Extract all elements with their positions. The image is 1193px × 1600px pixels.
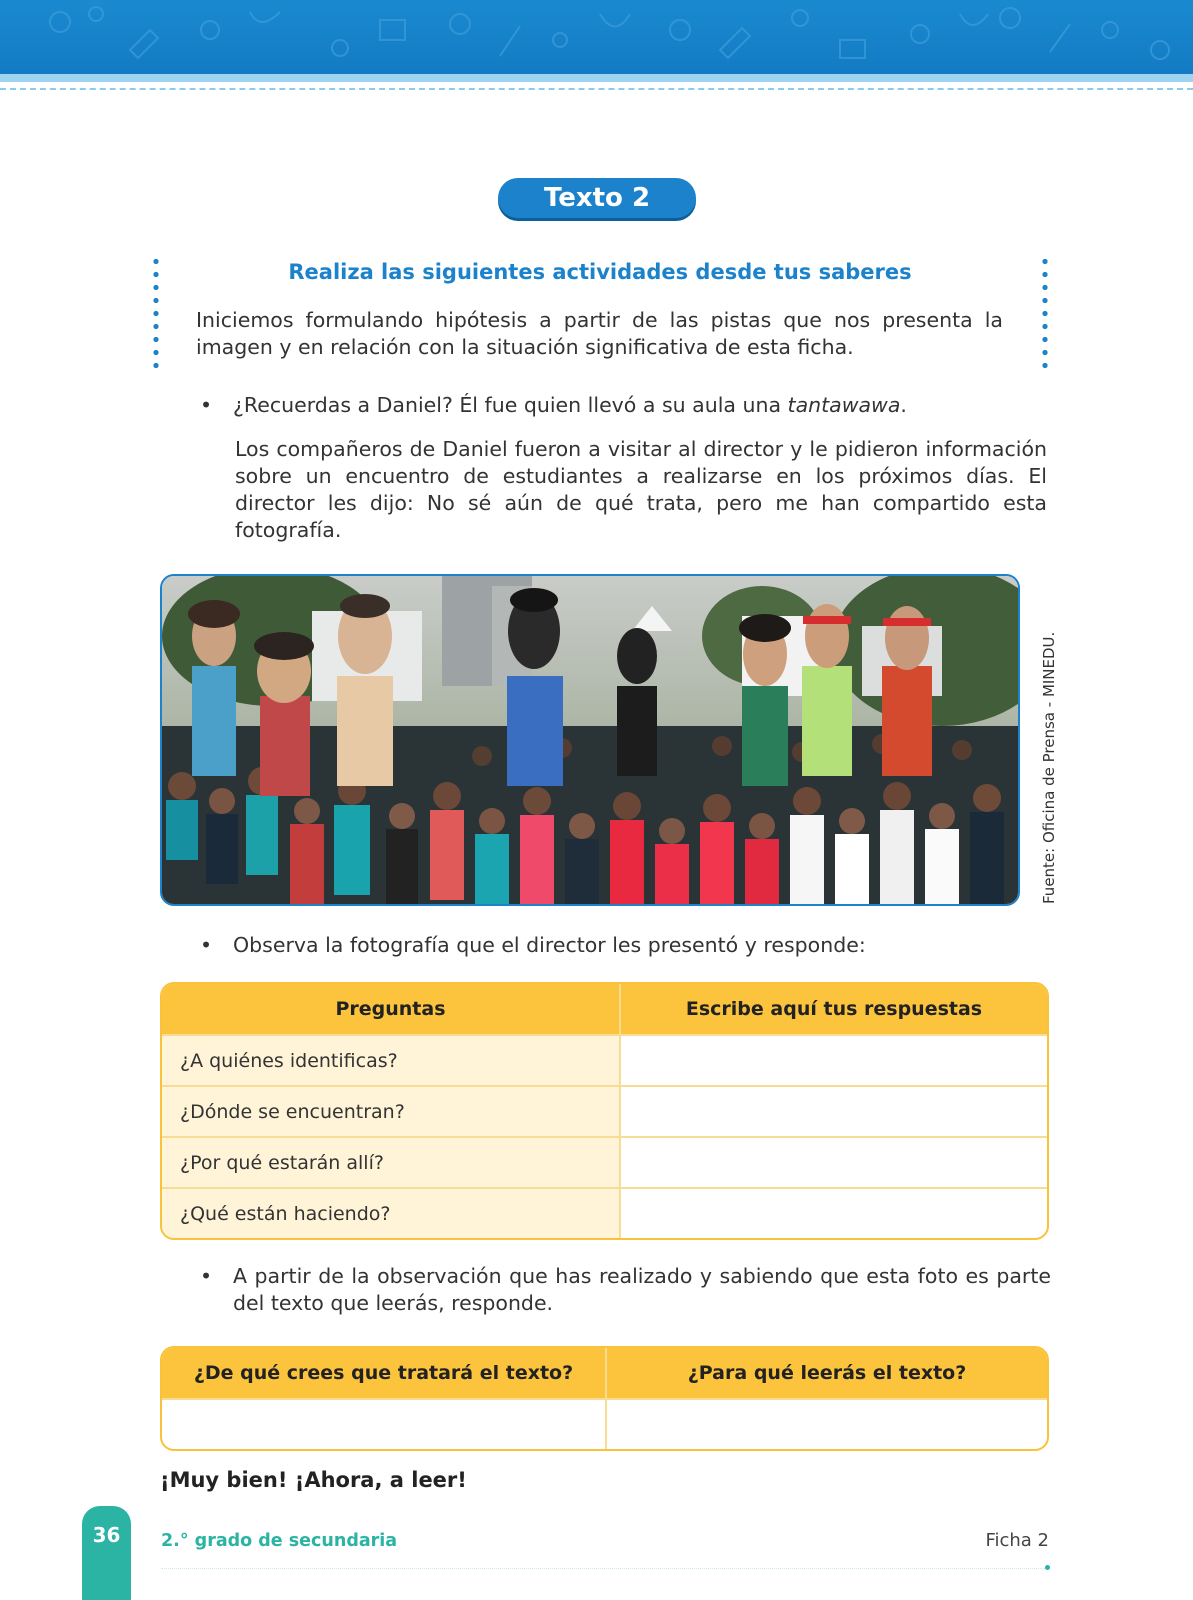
answer-cell[interactable] — [621, 1187, 1047, 1238]
bullet-emphasis: tantawawa — [787, 393, 901, 417]
prediction-table — [160, 1346, 1049, 1451]
bullet-icon: • — [200, 1264, 213, 1288]
answer-cell[interactable] — [621, 1085, 1047, 1136]
question-cell: ¿A quiénes identificas? — [162, 1034, 621, 1085]
section-pill: Texto 2 — [498, 178, 696, 218]
table-header-answers: Escribe aquí tus respuestas — [621, 984, 1047, 1034]
page-number-tab: 36 — [82, 1506, 131, 1600]
photo-credit: Fuente: Oficina de Prensa - MINEDU. — [1040, 631, 1058, 904]
activity-box-right-dots — [1042, 255, 1048, 375]
questions-table — [160, 982, 1049, 1240]
table-row — [162, 1085, 1047, 1136]
header-stripe — [0, 74, 1193, 82]
table-row — [162, 1136, 1047, 1187]
bullet-icon: • — [200, 933, 213, 957]
table-header-questions: Preguntas — [162, 984, 621, 1034]
footer-divider — [161, 1568, 1047, 1569]
answer-cell-about[interactable] — [162, 1398, 607, 1449]
activity-box-text: Iniciemos formulando hipótesis a partir de las pistas que nos presenta la imagen y en relación con la situación significativa de esta ficha. — [196, 308, 1003, 359]
bullet-text: Observa la fotografía que el director les presentó y responde: — [233, 933, 866, 957]
bullet-text: ¿Recuerdas a Daniel? Él fue quien llevó a su aula una tantawawa. — [233, 393, 907, 417]
crowd-photo-illustration — [162, 576, 1018, 904]
table-header-row — [162, 984, 1047, 1034]
table-header-row — [162, 1348, 1047, 1398]
table-header-purpose: ¿Para qué leerás el texto? — [607, 1348, 1047, 1398]
festival-photo — [160, 574, 1020, 906]
table-row — [162, 1398, 1047, 1449]
doodle-pattern-icon — [0, 0, 1193, 74]
activity-box-left-dots — [153, 255, 159, 375]
header-band — [0, 0, 1193, 80]
closing-message: ¡Muy bien! ¡Ahora, a leer! — [160, 1468, 467, 1492]
ficha-label: Ficha 2 — [985, 1530, 1049, 1551]
answer-cell-purpose[interactable] — [607, 1398, 1047, 1449]
question-cell: ¿Dónde se encuentran? — [162, 1085, 621, 1136]
answer-cell[interactable] — [621, 1136, 1047, 1187]
table-row — [162, 1034, 1047, 1085]
bullet-icon: • — [200, 393, 213, 417]
question-cell: ¿Por qué estarán allí? — [162, 1136, 621, 1187]
table-header-about: ¿De qué crees que tratará el texto? — [162, 1348, 607, 1398]
footer-dot-icon — [1045, 1565, 1050, 1570]
activity-box-title: Realiza las siguientes actividades desde tus saberes — [288, 260, 912, 284]
bullet-text: A partir de la observación que has realizado y sabiendo que esta foto es parte del texto que leerás, responde. — [233, 1264, 1051, 1315]
header-dashed-divider — [0, 88, 1193, 90]
answer-cell[interactable] — [621, 1034, 1047, 1085]
grade-label: 2.° grado de secundaria — [161, 1531, 398, 1551]
question-cell: ¿Qué están haciendo? — [162, 1187, 621, 1238]
table-row — [162, 1187, 1047, 1238]
paragraph-director: Los compañeros de Daniel fueron a visitar al director y le pidieron información sobre un encuentro de estudiantes a realizarse en los próximos días. El director les dijo: No sé aún de qué trata, pero me han compartido esta fotografía. — [235, 437, 1047, 542]
